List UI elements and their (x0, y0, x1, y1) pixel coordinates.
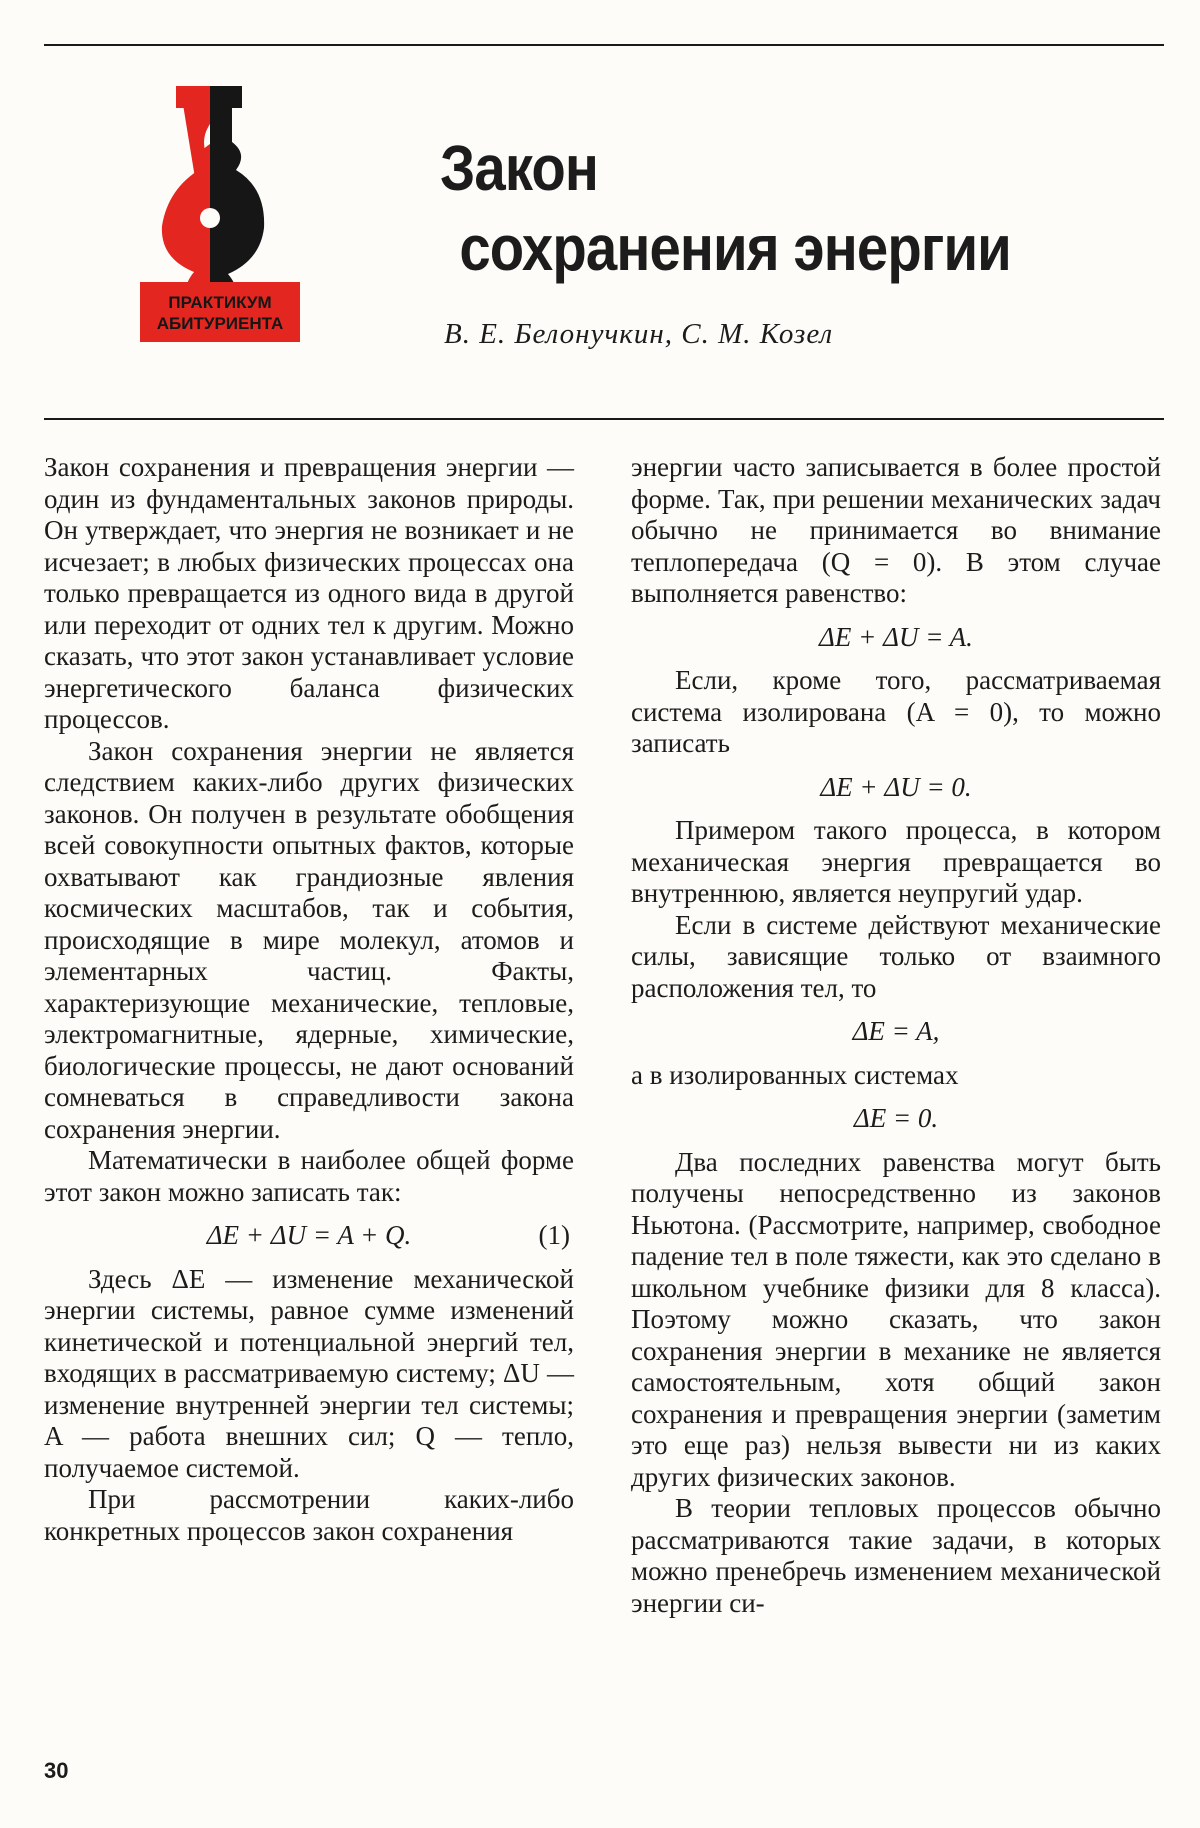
right-column (631, 452, 1161, 1619)
page-number: 30 (44, 1758, 69, 1783)
paragraph: Если, кроме того, рассматриваемая система изолирована (A = 0), то можно записать (631, 665, 1161, 758)
equation-1 (44, 1220, 574, 1252)
left-column (44, 452, 574, 1547)
equation-5: ΔE = 0. (853, 1103, 939, 1133)
authors: В. Е. Белонучкин, С. М. Козел (444, 318, 834, 350)
paragraph: Закон сохранения и превращения энергии — один из фундаментальных законов природы. Он утверждает, что энергия не возникает и не исчезает; в любых физических процессах она только превращается из одного вида в другой или переходит от одних тел к другим. Можно сказать, что этот закон устанавливает условие энергетического баланса физических процессов. (44, 452, 574, 734)
praktikum-logo (140, 84, 340, 354)
equation-3: ΔE + ΔU = 0. (820, 771, 972, 802)
title-line2: сохранения энергии (459, 212, 1011, 284)
equation-4: ΔE = A, (852, 1016, 940, 1046)
logo-line1: ПРАКТИКУМ (168, 293, 272, 312)
page-title (440, 128, 1011, 288)
equation-2: ΔE + ΔU = A. (819, 621, 973, 652)
paragraph: Математически в наиболее общей форме этот закон можно записать так: (44, 1145, 574, 1207)
pawn-icon (162, 86, 264, 304)
header-rule (44, 418, 1164, 420)
paragraph: Два последних равенства могут быть получены непосредственно из законов Ньютона. (Рассмотрите, например, свободное падение тел в поле тяжести, как это сделано в школьном учебнике физики для 8 класса). Поэтому можно сказать, что закон сохранения энергии в механике не является самостоятельным, хотя общий закон сохранения и превращения энергии (заметим это еще раз) нельзя вывести ни из каких других физических законов. (631, 1146, 1161, 1492)
top-rule (44, 44, 1164, 46)
paragraph: Если в системе действуют механические силы, зависящие только от взаимного расположения тел, то (631, 909, 1161, 1003)
paragraph: При рассмотрении каких-либо конкретных процессов закон сохранения (44, 1484, 574, 1546)
paragraph: а в изолированных системах (631, 1059, 959, 1090)
paragraph: В теории тепловых процессов обычно рассматриваются такие задачи, в которых можно пренебречь изменением механической энергии си- (631, 1493, 1161, 1618)
paragraph: Примером такого процесса, в котором механическая энергия превращается во внутреннюю, является неупругий удар. (631, 815, 1161, 908)
equation-text: ΔE + ΔU = A + Q. (206, 1220, 412, 1250)
logo-line2: АБИТУРИЕНТА (156, 314, 284, 333)
title-line1: Закон (440, 132, 599, 204)
paragraph: Здесь ΔE — изменение механической энергии системы, равное сумме изменений кинетической и потенциальной энергий тел, входящих в рассматриваемую систему; ΔU — изменение внутренней энергии тел системы; A — работа внешних сил; Q — тепло, получаемое системой. (44, 1263, 574, 1483)
paragraph: энергии часто записывается в более простой форме. Так, при решении механических задач обычно не принимается во внимание теплопередача (Q = 0). В этом случае выполняется равенство: (631, 452, 1161, 608)
equation-number: (1) (538, 1220, 570, 1250)
paragraph: Закон сохранения энергии не является следствием каких-либо других физических законов. Он получен в результате обобщения всей совокупности опытных фактов, которые охватывают как грандиозные явления космических масштабов, так и события, происходящие в мире молекул, атомов и элементарных частиц. Факты, характеризующие механические, тепловые, электромагнитные, ядерные, химические, биологические процессы, не дают оснований сомневаться в справедливости закона сохранения энергии. (44, 735, 574, 1144)
